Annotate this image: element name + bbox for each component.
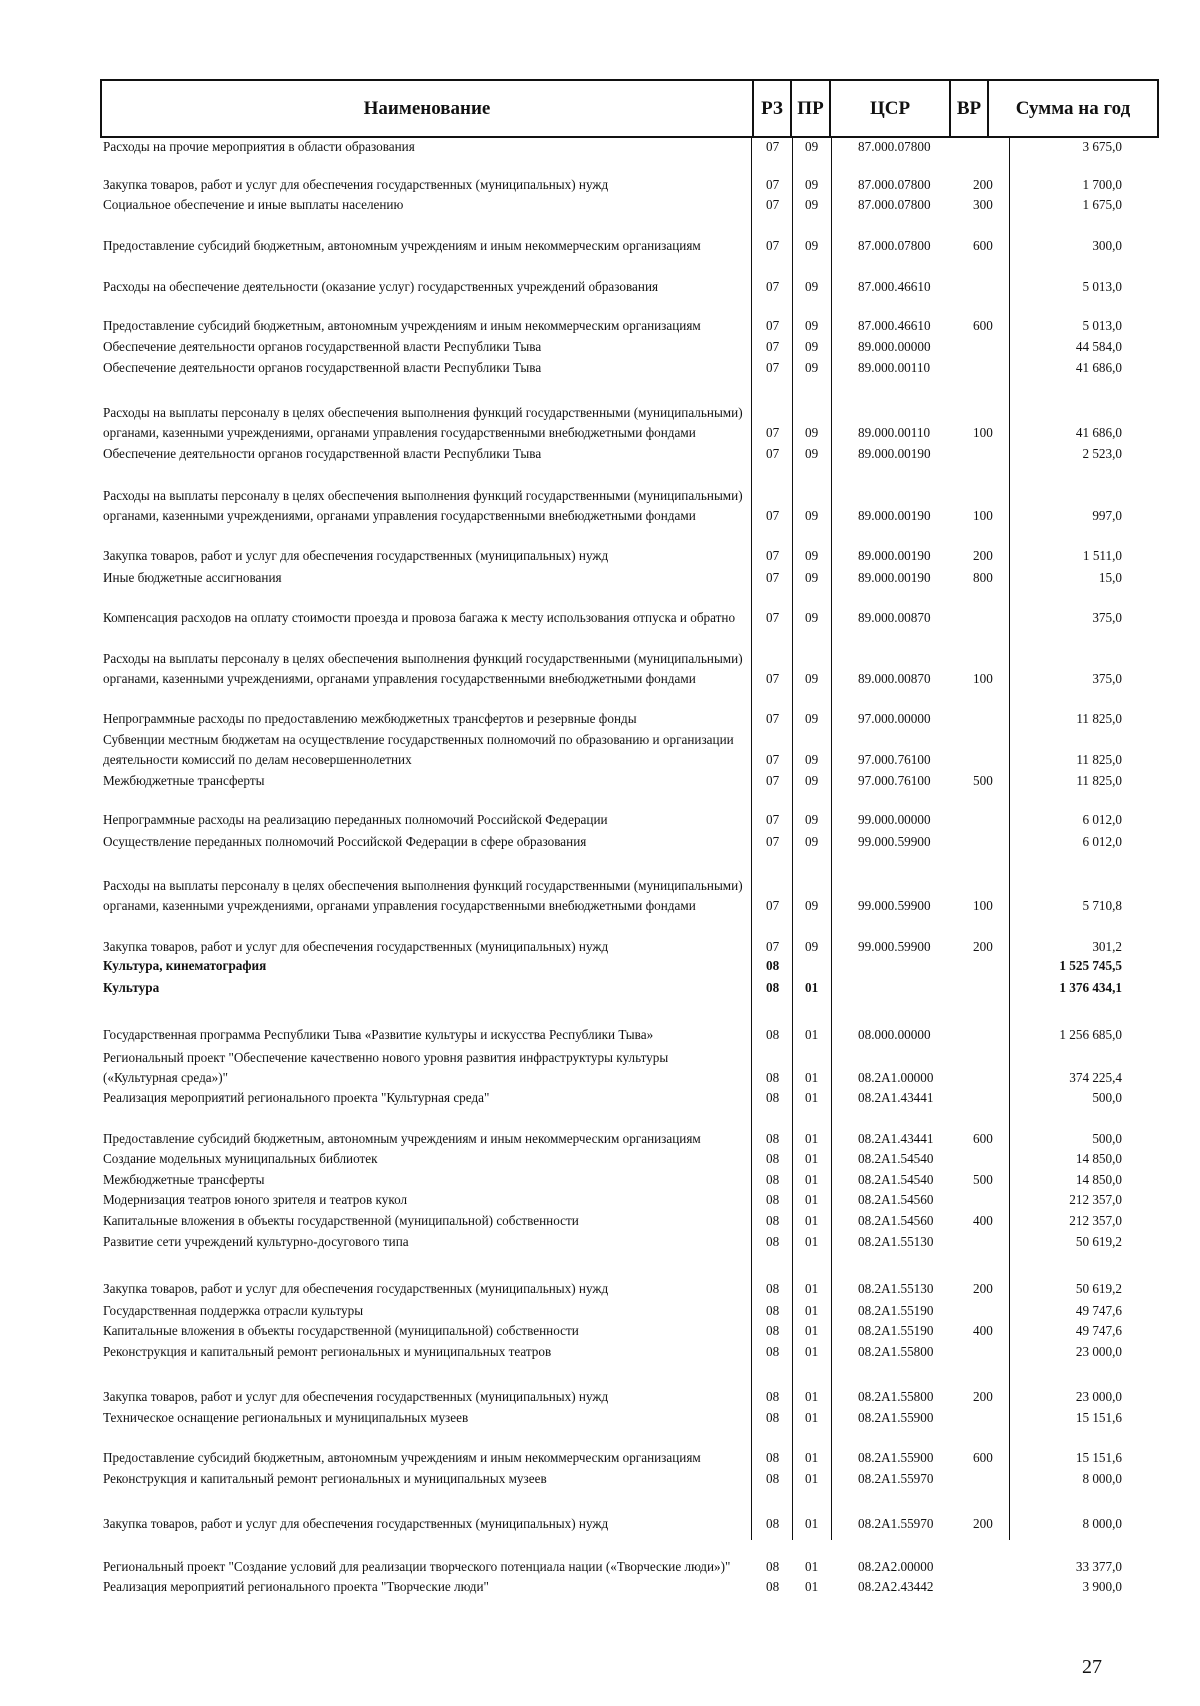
row-rz: 07: [766, 812, 780, 827]
row-csr: 87.000.07800: [858, 238, 931, 253]
row-name: Реализация мероприятий регионального проекта "Культурная среда": [103, 1090, 490, 1105]
row-name: Предоставление субсидий бюджетным, автономным учреждениям и иным некоммерческим организациям: [103, 1131, 701, 1146]
row-rz: 07: [766, 610, 780, 625]
row-sum: 1 675,0: [1082, 197, 1122, 212]
row-pr: 01: [805, 1410, 819, 1425]
row-pr: 09: [805, 446, 819, 461]
row-pr: 09: [805, 752, 819, 767]
row-pr: 09: [805, 671, 819, 686]
row-csr: 08.2А1.55190: [858, 1323, 934, 1338]
row-vr: 400: [973, 1323, 993, 1338]
row-rz: 07: [766, 339, 780, 354]
row-name: Региональный проект "Создание условий для реализации творческого потенциала нации («Творческие люди»)": [103, 1559, 731, 1574]
header-csr: ЦСР: [869, 97, 911, 119]
row-sum: 500,0: [1092, 1090, 1122, 1105]
row-name: Закупка товаров, работ и услуг для обеспечения государственных (муниципальных) нужд: [103, 1389, 609, 1404]
row-rz: 08: [766, 980, 780, 995]
row-pr: 09: [805, 570, 819, 585]
row-rz: 07: [766, 671, 780, 686]
row-csr: 89.000.00110: [858, 425, 931, 440]
row-rz: 08: [766, 1090, 780, 1105]
row-name: Реализация мероприятий регионального проекта "Творческие люди": [103, 1579, 489, 1594]
row-name: Культура: [103, 980, 160, 995]
row-rz: 08: [766, 1281, 780, 1296]
row-sum: 15,0: [1098, 570, 1122, 585]
row-pr: 01: [805, 1234, 819, 1249]
row-sum: 8 000,0: [1082, 1516, 1122, 1531]
row-sum: 5 710,8: [1082, 898, 1122, 913]
row-rz: 07: [766, 570, 780, 585]
row-pr: 01: [805, 1303, 819, 1318]
row-csr: 08.2А1.55130: [858, 1281, 934, 1296]
row-rz: 07: [766, 773, 780, 788]
row-pr: 09: [805, 238, 819, 253]
row-csr: 08.2А1.54540: [858, 1151, 934, 1166]
row-rz: 08: [766, 958, 780, 973]
header-rz: РЗ: [761, 97, 783, 119]
row-rz: 07: [766, 446, 780, 461]
row-sum: 301,2: [1092, 939, 1122, 954]
row-vr: 100: [973, 671, 993, 686]
row-pr: 09: [805, 834, 819, 849]
row-csr: 87.000.46610: [858, 318, 931, 333]
row-name: Обеспечение деятельности органов государственной власти Республики Тыва: [103, 446, 542, 461]
row-name: Капитальные вложения в объекты государственной (муниципальной) собственности: [103, 1323, 579, 1338]
row-rz: 07: [766, 711, 780, 726]
row-csr: 89.000.00000: [858, 339, 931, 354]
row-sum: 14 850,0: [1075, 1151, 1122, 1166]
row-name: Закупка товаров, работ и услуг для обеспечения государственных (муниципальных) нужд: [103, 177, 609, 192]
row-rz: 08: [766, 1131, 780, 1146]
row-sum: 500,0: [1092, 1131, 1122, 1146]
row-rz: 07: [766, 834, 780, 849]
row-rz: 08: [766, 1579, 780, 1594]
row-csr: 89.000.00190: [858, 446, 931, 461]
row-csr: 08.2А1.55900: [858, 1410, 934, 1425]
page-number: 27: [1082, 1656, 1102, 1678]
row-csr: 08.2А1.55900: [858, 1450, 934, 1465]
row-sum: 15 151,6: [1075, 1450, 1122, 1465]
row-sum: 41 686,0: [1075, 425, 1122, 440]
row-rz: 07: [766, 548, 780, 563]
row-csr: 97.000.76100: [858, 773, 931, 788]
row-name: Техническое оснащение региональных и муниципальных музеев: [103, 1410, 469, 1425]
row-vr: 600: [973, 238, 993, 253]
row-vr: 200: [973, 939, 993, 954]
row-pr: 01: [805, 1192, 819, 1207]
row-sum: 3 675,0: [1082, 139, 1122, 154]
row-rz: 08: [766, 1070, 780, 1085]
row-sum: 14 850,0: [1075, 1172, 1122, 1187]
row-name: Развитие сети учреждений культурно-досугового типа: [103, 1234, 409, 1249]
row-rz: 08: [766, 1213, 780, 1228]
row-sum: 1 256 685,0: [1059, 1027, 1122, 1042]
row-rz: 07: [766, 898, 780, 913]
row-rz: 08: [766, 1559, 780, 1574]
row-rz: 07: [766, 139, 780, 154]
row-name: Иные бюджетные ассигнования: [103, 570, 282, 585]
row-sum: 15 151,6: [1075, 1410, 1122, 1425]
row-vr: 400: [973, 1213, 993, 1228]
row-csr: 89.000.00870: [858, 610, 931, 625]
row-rz: 07: [766, 238, 780, 253]
row-pr: 01: [805, 1344, 819, 1359]
row-name: Обеспечение деятельности органов государственной власти Республики Тыва: [103, 339, 542, 354]
row-sum: 5 013,0: [1082, 318, 1122, 333]
row-sum: 23 000,0: [1075, 1344, 1122, 1359]
row-vr: 300: [973, 197, 993, 212]
row-name: Расходы на выплаты персоналу в целях обеспечения выполнения функций государственными (муниципальными) органами, казенными учреждениями, органами управления государственными внебюджетными фондами: [103, 405, 743, 440]
row-vr: 200: [973, 548, 993, 563]
row-vr: 200: [973, 1516, 993, 1531]
row-rz: 08: [766, 1471, 780, 1486]
row-name: Закупка товаров, работ и услуг для обеспечения государственных (муниципальных) нужд: [103, 1516, 609, 1531]
row-sum: 49 747,6: [1075, 1323, 1122, 1338]
row-rz: 07: [766, 197, 780, 212]
row-name: Расходы на выплаты персоналу в целях обеспечения выполнения функций государственными (муниципальными) органами, казенными учреждениями, органами управления государственными внебюджетными фондами: [103, 651, 743, 686]
row-vr: 600: [973, 1131, 993, 1146]
row-pr: 01: [805, 1281, 819, 1296]
row-vr: 600: [973, 318, 993, 333]
row-pr: 09: [805, 425, 819, 440]
row-csr: 08.2А1.43441: [858, 1090, 934, 1105]
row-csr: 89.000.00190: [858, 570, 931, 585]
row-rz: 08: [766, 1323, 780, 1338]
row-rz: 08: [766, 1516, 780, 1531]
row-pr: 09: [805, 360, 819, 375]
row-vr: 500: [973, 773, 993, 788]
row-name: Непрограммные расходы на реализацию переданных полномочий Российской Федерации: [103, 812, 608, 827]
row-csr: 89.000.00870: [858, 671, 931, 686]
row-sum: 212 357,0: [1069, 1192, 1122, 1207]
row-pr: 09: [805, 711, 819, 726]
row-csr: 08.000.00000: [858, 1027, 931, 1042]
row-pr: 01: [805, 1323, 819, 1338]
row-pr: 01: [805, 1070, 819, 1085]
row-pr: 01: [805, 1559, 819, 1574]
row-rz: 08: [766, 1151, 780, 1166]
row-csr: 99.000.59900: [858, 834, 931, 849]
row-name: Осуществление переданных полномочий Российской Федерации в сфере образования: [103, 834, 587, 849]
row-rz: 07: [766, 425, 780, 440]
row-sum: 50 619,2: [1075, 1234, 1122, 1249]
row-vr: 100: [973, 898, 993, 913]
row-rz: 08: [766, 1389, 780, 1404]
row-name: Предоставление субсидий бюджетным, автономным учреждениям и иным некоммерческим организациям: [103, 318, 701, 333]
row-csr: 08.2А1.55190: [858, 1303, 934, 1318]
row-name: Создание модельных муниципальных библиотек: [103, 1151, 378, 1166]
row-csr: 89.000.00190: [858, 548, 931, 563]
row-pr: 09: [805, 177, 819, 192]
row-pr: 09: [805, 773, 819, 788]
header-sum: Сумма на год: [1015, 97, 1131, 119]
row-name: Модернизация театров юного зрителя и театров кукол: [103, 1192, 408, 1207]
row-pr: 09: [805, 939, 819, 954]
row-pr: 01: [805, 1389, 819, 1404]
row-name: Межбюджетные трансферты: [103, 773, 265, 788]
row-sum: 33 377,0: [1075, 1559, 1122, 1574]
row-pr: 09: [805, 318, 819, 333]
row-sum: 375,0: [1092, 610, 1122, 625]
row-name: Обеспечение деятельности органов государственной власти Республики Тыва: [103, 360, 542, 375]
row-csr: 08.2А1.55130: [858, 1234, 934, 1249]
row-pr: 09: [805, 812, 819, 827]
row-csr: 08.2А1.43441: [858, 1131, 934, 1146]
row-vr: 600: [973, 1450, 993, 1465]
row-csr: 08.2А1.54560: [858, 1213, 934, 1228]
row-vr: 100: [973, 508, 993, 523]
row-pr: 09: [805, 139, 819, 154]
row-name: Реконструкция и капитальный ремонт региональных и муниципальных музеев: [103, 1471, 547, 1486]
row-pr: 01: [805, 1579, 819, 1594]
row-rz: 08: [766, 1410, 780, 1425]
row-pr: 01: [805, 1151, 819, 1166]
row-name: Межбюджетные трансферты: [103, 1172, 265, 1187]
row-rz: 08: [766, 1027, 780, 1042]
row-vr: 800: [973, 570, 993, 585]
row-sum: 300,0: [1092, 238, 1122, 253]
row-csr: 87.000.46610: [858, 279, 931, 294]
row-sum: 5 013,0: [1082, 279, 1122, 294]
row-rz: 07: [766, 318, 780, 333]
row-rz: 08: [766, 1303, 780, 1318]
row-sum: 997,0: [1092, 508, 1122, 523]
row-name: Государственная поддержка отрасли культуры: [103, 1303, 364, 1318]
row-sum: 6 012,0: [1082, 812, 1122, 827]
header-name: Наименование: [363, 97, 491, 119]
header-pr: ПР: [797, 97, 824, 119]
row-rz: 07: [766, 279, 780, 294]
row-sum: 3 900,0: [1082, 1579, 1122, 1594]
row-name: Социальное обеспечение и иные выплаты населению: [103, 197, 404, 212]
row-pr: 09: [805, 197, 819, 212]
header-vr: ВР: [956, 97, 982, 119]
row-rz: 08: [766, 1234, 780, 1249]
row-name: Закупка товаров, работ и услуг для обеспечения государственных (муниципальных) нужд: [103, 548, 609, 563]
row-name: Предоставление субсидий бюджетным, автономным учреждениям и иным некоммерческим организациям: [103, 1450, 701, 1465]
row-rz: 07: [766, 939, 780, 954]
row-name: Расходы на прочие мероприятия в области образования: [103, 139, 415, 154]
row-pr: 09: [805, 279, 819, 294]
row-name: Расходы на выплаты персоналу в целях обеспечения выполнения функций государственными (муниципальными) органами, казенными учреждениями, органами управления государственными внебюджетными фондами: [103, 488, 743, 523]
row-vr: 100: [973, 425, 993, 440]
row-name: Региональный проект "Обеспечение качественно нового уровня развития инфраструктуры культуры («Культурная среда»)": [103, 1050, 669, 1085]
row-pr: 01: [805, 1027, 819, 1042]
row-csr: 99.000.59900: [858, 939, 931, 954]
row-sum: 11 825,0: [1076, 711, 1122, 726]
row-name: Реконструкция и капитальный ремонт региональных и муниципальных театров: [103, 1344, 552, 1359]
row-csr: 08.2А1.00000: [858, 1070, 934, 1085]
row-vr: 200: [973, 1389, 993, 1404]
row-name: Закупка товаров, работ и услуг для обеспечения государственных (муниципальных) нужд: [103, 1281, 609, 1296]
row-csr: 08.2А2.00000: [858, 1559, 934, 1574]
row-csr: 87.000.07800: [858, 139, 931, 154]
row-pr: 01: [805, 1450, 819, 1465]
row-sum: 1 376 434,1: [1059, 980, 1122, 995]
row-rz: 07: [766, 177, 780, 192]
row-sum: 1 511,0: [1082, 548, 1122, 563]
row-csr: 08.2А1.54540: [858, 1172, 934, 1187]
row-csr: 08.2А2.43442: [858, 1579, 934, 1594]
row-csr: 89.000.00110: [858, 360, 931, 375]
row-name: Культура, кинематография: [103, 958, 267, 973]
row-pr: 09: [805, 610, 819, 625]
row-rz: 08: [766, 1450, 780, 1465]
row-pr: 09: [805, 508, 819, 523]
row-sum: 49 747,6: [1075, 1303, 1122, 1318]
row-csr: 08.2А1.55970: [858, 1471, 934, 1486]
row-csr: 87.000.07800: [858, 177, 931, 192]
row-pr: 01: [805, 1516, 819, 1531]
row-rz: 08: [766, 1172, 780, 1187]
row-name: Расходы на обеспечение деятельности (оказание услуг) государственных учреждений образования: [103, 279, 659, 294]
row-sum: 2 523,0: [1082, 446, 1122, 461]
row-sum: 41 686,0: [1075, 360, 1122, 375]
row-name: Государственная программа Республики Тыва «Развитие культуры и искусства Республики Тыва»: [103, 1027, 654, 1042]
row-sum: 212 357,0: [1069, 1213, 1122, 1228]
row-sum: 1 700,0: [1082, 177, 1122, 192]
row-name: Капитальные вложения в объекты государственной (муниципальной) собственности: [103, 1213, 579, 1228]
row-name: Расходы на выплаты персоналу в целях обеспечения выполнения функций государственными (муниципальными) органами, казенными учреждениями, органами управления государственными внебюджетными фондами: [103, 878, 743, 913]
row-pr: 09: [805, 898, 819, 913]
row-sum: 375,0: [1092, 671, 1122, 686]
row-csr: 89.000.00190: [858, 508, 931, 523]
row-csr: 08.2А1.55800: [858, 1344, 934, 1359]
row-name: Субвенции местным бюджетам на осуществление государственных полномочий по образованию и организации деятельности комиссий по делам несовершеннолетних: [103, 732, 734, 767]
row-csr: 08.2А1.55800: [858, 1389, 934, 1404]
row-rz: 07: [766, 360, 780, 375]
row-vr: 500: [973, 1172, 993, 1187]
row-sum: 6 012,0: [1082, 834, 1122, 849]
row-rz: 08: [766, 1344, 780, 1359]
row-pr: 01: [805, 1090, 819, 1105]
row-name: Предоставление субсидий бюджетным, автономным учреждениям и иным некоммерческим организациям: [103, 238, 701, 253]
row-pr: 09: [805, 548, 819, 563]
row-sum: 11 825,0: [1076, 752, 1122, 767]
row-vr: 200: [973, 177, 993, 192]
row-name: Компенсация расходов на оплату стоимости проезда и провоза багажа к месту использования отпуска и обратно: [103, 610, 736, 625]
row-rz: 07: [766, 508, 780, 523]
row-csr: 87.000.07800: [858, 197, 931, 212]
row-sum: 44 584,0: [1075, 339, 1122, 354]
row-csr: 08.2А1.54560: [858, 1192, 934, 1207]
row-csr: 99.000.59900: [858, 898, 931, 913]
row-csr: 97.000.00000: [858, 711, 931, 726]
row-vr: 200: [973, 1281, 993, 1296]
row-sum: 1 525 745,5: [1059, 958, 1122, 973]
row-csr: 97.000.76100: [858, 752, 931, 767]
row-csr: 99.000.00000: [858, 812, 931, 827]
row-name: Закупка товаров, работ и услуг для обеспечения государственных (муниципальных) нужд: [103, 939, 609, 954]
row-pr: 01: [805, 980, 819, 995]
row-sum: 8 000,0: [1082, 1471, 1122, 1486]
row-rz: 07: [766, 752, 780, 767]
row-sum: 50 619,2: [1075, 1281, 1122, 1296]
row-rz: 08: [766, 1192, 780, 1207]
row-name: Непрограммные расходы по предоставлению межбюджетных трансфертов и резервные фонды: [103, 711, 637, 726]
row-sum: 11 825,0: [1076, 773, 1122, 788]
row-sum: 23 000,0: [1075, 1389, 1122, 1404]
row-pr: 01: [805, 1471, 819, 1486]
row-pr: 01: [805, 1213, 819, 1228]
row-csr: 08.2А1.55970: [858, 1516, 934, 1531]
row-pr: 01: [805, 1131, 819, 1146]
row-pr: 09: [805, 339, 819, 354]
row-sum: 374 225,4: [1069, 1070, 1122, 1085]
row-pr: 01: [805, 1172, 819, 1187]
